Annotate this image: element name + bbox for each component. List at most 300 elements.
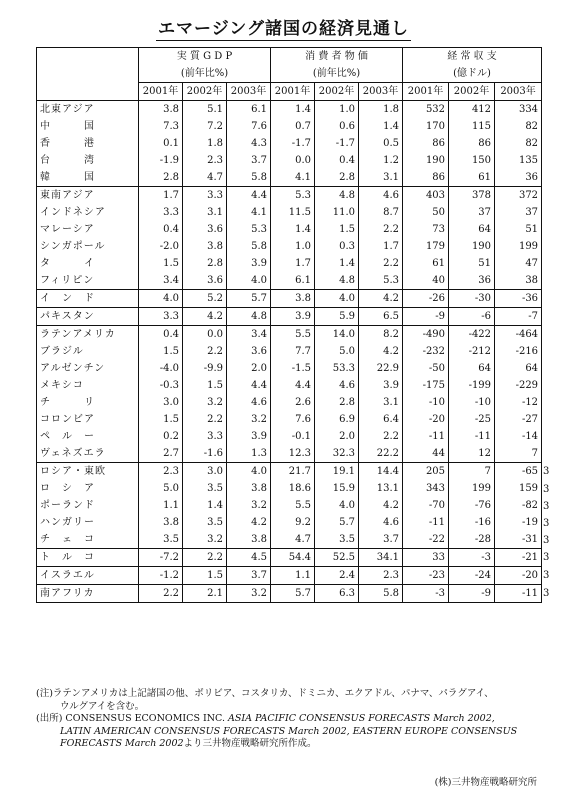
ca-value: -20 (403, 411, 449, 428)
gdp-value: 1.5 (139, 411, 183, 428)
gdp-value: 3.6 (183, 221, 227, 238)
gdp-value: 4.4 (227, 187, 271, 205)
cpi-value: 5.9 (315, 308, 359, 326)
cpi-value: 4.4 (271, 377, 315, 394)
source-title-3: FORECASTS March 2002 (60, 738, 184, 749)
cpi-value: 8.2 (359, 326, 403, 344)
year-ca-2002: 2002年 (449, 83, 495, 101)
ca-value: 37 (495, 204, 542, 221)
ca-value: -82 (495, 497, 542, 514)
table-row (37, 377, 542, 394)
ca-value: 50 (403, 204, 449, 221)
cpi-value: 2.2 (359, 428, 403, 445)
unit-cpi: (前年比%) (271, 65, 403, 83)
gdp-value: -4.0 (139, 360, 183, 377)
table-row (37, 480, 542, 497)
ca-value: 343 (403, 480, 449, 497)
gdp-value: 3.0 (183, 463, 227, 481)
gdp-value: -9.9 (183, 360, 227, 377)
cpi-value: 2.8 (315, 394, 359, 411)
ca-value: -11 (403, 428, 449, 445)
country-name: イスラエル (37, 567, 139, 585)
ca-value: -11 (403, 514, 449, 531)
table-row (37, 238, 542, 255)
header-gdp: 実 質 G D P (139, 48, 271, 66)
year-cpi-2003: 2003年 (359, 83, 403, 101)
ca-value: -36 (495, 290, 542, 308)
margin-mark: 3 (543, 518, 550, 529)
ca-value: 412 (449, 101, 495, 119)
table-row (37, 531, 542, 549)
margin-mark: 3 (543, 535, 550, 546)
cpi-value: 3.1 (359, 394, 403, 411)
gdp-value: 3.7 (227, 567, 271, 585)
cpi-value: 5.0 (315, 343, 359, 360)
cpi-value: 53.3 (315, 360, 359, 377)
cpi-value: 19.1 (315, 463, 359, 481)
ca-value: 170 (403, 118, 449, 135)
cpi-value: 5.8 (359, 585, 403, 603)
ca-value: 403 (403, 187, 449, 205)
gdp-value: 5.8 (227, 169, 271, 187)
country-name: 中 国 (37, 118, 139, 135)
country-name: ブラジル (37, 343, 139, 360)
gdp-value: 2.3 (139, 463, 183, 481)
cpi-value: 6.5 (359, 308, 403, 326)
gdp-value: -2.0 (139, 238, 183, 255)
gdp-value: 4.6 (227, 394, 271, 411)
ca-value: 51 (449, 255, 495, 272)
ca-value: 36 (495, 169, 542, 187)
cpi-value: 5.5 (271, 326, 315, 344)
cpi-value: 0.5 (359, 135, 403, 152)
unit-gdp: (前年比%) (139, 65, 271, 83)
gdp-value: 7.3 (139, 118, 183, 135)
cpi-value: -0.1 (271, 428, 315, 445)
gdp-value: 1.4 (183, 497, 227, 514)
margin-mark: 3 (543, 552, 550, 563)
table-row (37, 118, 542, 135)
year-gdp-2002: 2002年 (183, 83, 227, 101)
gdp-value: 1.5 (139, 255, 183, 272)
year-cpi-2002: 2002年 (315, 83, 359, 101)
ca-value: 86 (403, 135, 449, 152)
ca-value: 12 (449, 445, 495, 463)
cpi-value: 1.5 (315, 221, 359, 238)
table-row (37, 152, 542, 169)
cpi-value: 22.2 (359, 445, 403, 463)
cpi-value: 3.9 (271, 308, 315, 326)
cpi-value: 8.7 (359, 204, 403, 221)
ca-value: -422 (449, 326, 495, 344)
ca-value: 33 (403, 549, 449, 567)
ca-value: 159 (495, 480, 542, 497)
cpi-value: 15.9 (315, 480, 359, 497)
notes (36, 688, 546, 751)
gdp-value: 2.2 (183, 549, 227, 567)
ca-value: 64 (495, 360, 542, 377)
country-name: シンガポール (37, 238, 139, 255)
cpi-value: 4.8 (315, 272, 359, 290)
outlook-table (36, 47, 542, 603)
gdp-value: 2.7 (139, 445, 183, 463)
cpi-value: 3.1 (359, 169, 403, 187)
page-title (0, 14, 567, 39)
gdp-value: 2.8 (139, 169, 183, 187)
cpi-value: 0.0 (271, 152, 315, 169)
table-row (37, 169, 542, 187)
ca-value: -199 (449, 377, 495, 394)
gdp-value: 1.1 (139, 497, 183, 514)
cpi-value: 6.4 (359, 411, 403, 428)
ca-value: 199 (495, 238, 542, 255)
table-row (37, 272, 542, 290)
ca-value: -464 (495, 326, 542, 344)
gdp-value: 4.7 (183, 169, 227, 187)
ca-value: -23 (403, 567, 449, 585)
cpi-value: 5.3 (271, 187, 315, 205)
ca-value: 47 (495, 255, 542, 272)
gdp-value: 2.3 (183, 152, 227, 169)
year-gdp-2003: 2003年 (227, 83, 271, 101)
cpi-value: 14.4 (359, 463, 403, 481)
ca-value: -21 (495, 549, 542, 567)
ca-value: 86 (403, 169, 449, 187)
gdp-value: 4.0 (227, 463, 271, 481)
ca-value: -3 (449, 549, 495, 567)
margin-mark: 3 (543, 466, 550, 477)
gdp-value: 2.2 (183, 343, 227, 360)
ca-value: 334 (495, 101, 542, 119)
country-name: 香 港 (37, 135, 139, 152)
cpi-value: 1.4 (315, 255, 359, 272)
ca-value: -229 (495, 377, 542, 394)
table-row (37, 308, 542, 326)
ca-value: 61 (403, 255, 449, 272)
ca-value: 199 (449, 480, 495, 497)
gdp-value: 5.7 (227, 290, 271, 308)
source-title-2: LATIN AMERICAN CONSENSUS FORECASTS March 2002, EASTERN EUROPE CONSENSUS (60, 725, 518, 737)
gdp-value: 3.2 (227, 411, 271, 428)
cpi-value: 1.4 (359, 118, 403, 135)
country-name: 東南アジア (37, 187, 139, 205)
cpi-value: 2.8 (315, 169, 359, 187)
ca-value: -6 (449, 308, 495, 326)
gdp-value: -1.9 (139, 152, 183, 169)
table-row (37, 445, 542, 463)
gdp-value: 3.2 (183, 531, 227, 549)
cpi-value: 0.7 (271, 118, 315, 135)
table-row (37, 290, 542, 308)
gdp-value: 4.4 (227, 377, 271, 394)
cpi-value: 0.4 (315, 152, 359, 169)
cpi-value: 4.2 (359, 290, 403, 308)
margin-mark: 3 (543, 588, 550, 599)
country-name: メキシコ (37, 377, 139, 394)
gdp-value: 3.5 (183, 514, 227, 531)
gdp-value: 3.8 (139, 514, 183, 531)
cpi-value: 32.3 (315, 445, 359, 463)
ca-value: 37 (449, 204, 495, 221)
cpi-value: 1.0 (271, 238, 315, 255)
table-row (37, 343, 542, 360)
ca-value: -30 (449, 290, 495, 308)
ca-value: -50 (403, 360, 449, 377)
ca-value: 378 (449, 187, 495, 205)
ca-value: -22 (403, 531, 449, 549)
cpi-value: 5.7 (315, 514, 359, 531)
cpi-value: 52.5 (315, 549, 359, 567)
ca-value: -26 (403, 290, 449, 308)
ca-value: 372 (495, 187, 542, 205)
cpi-value: 1.7 (271, 255, 315, 272)
ca-value: 82 (495, 135, 542, 152)
ca-value: 36 (449, 272, 495, 290)
cpi-value: 5.3 (359, 272, 403, 290)
gdp-value: 0.1 (139, 135, 183, 152)
country-name: 北東アジア (37, 101, 139, 119)
country-name: ハンガリー (37, 514, 139, 531)
cpi-value: 11.5 (271, 204, 315, 221)
gdp-value: 4.1 (227, 204, 271, 221)
gdp-value: 3.9 (227, 428, 271, 445)
cpi-value: 2.4 (315, 567, 359, 585)
gdp-value: 5.0 (139, 480, 183, 497)
table-row (37, 567, 542, 585)
gdp-value: 3.8 (227, 531, 271, 549)
country-name: パキスタン (37, 308, 139, 326)
gdp-value: 5.8 (227, 238, 271, 255)
cpi-value: 0.6 (315, 118, 359, 135)
gdp-value: 3.2 (227, 497, 271, 514)
gdp-value: -0.3 (139, 377, 183, 394)
cpi-value: 12.3 (271, 445, 315, 463)
cpi-value: 18.6 (271, 480, 315, 497)
gdp-value: 3.2 (227, 585, 271, 603)
table-row (37, 221, 542, 238)
ca-value: -11 (449, 428, 495, 445)
cpi-value: 1.2 (359, 152, 403, 169)
ca-value: -3 (403, 585, 449, 603)
country-name: フィリピン (37, 272, 139, 290)
ca-value: -25 (449, 411, 495, 428)
cpi-value: 1.4 (271, 101, 315, 119)
cpi-value: 4.6 (359, 514, 403, 531)
gdp-value: 5.3 (227, 221, 271, 238)
gdp-value: 3.3 (139, 308, 183, 326)
cpi-value: 3.8 (271, 290, 315, 308)
year-ca-2001: 2001年 (403, 83, 449, 101)
gdp-value: 0.4 (139, 326, 183, 344)
ca-value: 135 (495, 152, 542, 169)
gdp-value: 2.1 (183, 585, 227, 603)
ca-value: -65 (495, 463, 542, 481)
ca-value: -10 (403, 394, 449, 411)
table-row (37, 255, 542, 272)
country-name: ロシア・東欧 (37, 463, 139, 481)
source-prefix: (出所) CONSENSUS ECONOMICS INC. (36, 713, 229, 724)
country-name: ラテンアメリカ (37, 326, 139, 344)
cpi-value: 2.2 (359, 255, 403, 272)
gdp-value: 4.0 (139, 290, 183, 308)
note-line-2: ウルグアイを含む。 (60, 700, 145, 712)
gdp-value: 2.2 (139, 585, 183, 603)
gdp-value: 1.5 (139, 343, 183, 360)
year-cpi-2001: 2001年 (271, 83, 315, 101)
ca-value: -19 (495, 514, 542, 531)
cpi-value: 2.2 (359, 221, 403, 238)
gdp-value: 3.8 (227, 480, 271, 497)
gdp-value: 3.1 (183, 204, 227, 221)
cpi-value: 1.4 (271, 221, 315, 238)
cpi-value: 3.7 (359, 531, 403, 549)
cpi-value: 1.0 (315, 101, 359, 119)
margin-mark: 3 (543, 570, 550, 581)
gdp-value: 3.3 (183, 428, 227, 445)
cpi-value: 4.6 (315, 377, 359, 394)
gdp-value: 3.0 (139, 394, 183, 411)
table-row (37, 428, 542, 445)
gdp-value: 5.1 (183, 101, 227, 119)
ca-value: 190 (403, 152, 449, 169)
ca-value: -16 (449, 514, 495, 531)
table-row (37, 514, 542, 531)
gdp-value: 4.2 (227, 514, 271, 531)
gdp-value: -1.2 (139, 567, 183, 585)
table-row (37, 204, 542, 221)
gdp-value: 3.4 (139, 272, 183, 290)
cpi-value: 4.7 (271, 531, 315, 549)
ca-value: 73 (403, 221, 449, 238)
cpi-value: 22.9 (359, 360, 403, 377)
ca-value: -11 (495, 585, 542, 603)
table-row (37, 549, 542, 567)
cpi-value: 1.8 (359, 101, 403, 119)
ca-value: -76 (449, 497, 495, 514)
ca-value: 64 (449, 221, 495, 238)
gdp-value: 2.2 (183, 411, 227, 428)
ca-value: 205 (403, 463, 449, 481)
country-name: 台 湾 (37, 152, 139, 169)
ca-value: 532 (403, 101, 449, 119)
table-row (37, 411, 542, 428)
gdp-value: 3.9 (227, 255, 271, 272)
cpi-value: 11.0 (315, 204, 359, 221)
gdp-value: 5.2 (183, 290, 227, 308)
cpi-value: 4.2 (359, 343, 403, 360)
cpi-value: -1.7 (315, 135, 359, 152)
cpi-value: 13.1 (359, 480, 403, 497)
country-name: ロ シ ア (37, 480, 139, 497)
ca-value: -28 (449, 531, 495, 549)
table-row (37, 360, 542, 377)
gdp-value: 3.6 (227, 343, 271, 360)
gdp-value: 3.7 (227, 152, 271, 169)
country-name: マレーシア (37, 221, 139, 238)
ca-value: -9 (403, 308, 449, 326)
ca-value: -212 (449, 343, 495, 360)
country-name: ト ル コ (37, 549, 139, 567)
gdp-value: 1.8 (183, 135, 227, 152)
cpi-value: 3.5 (315, 531, 359, 549)
cpi-value: -1.7 (271, 135, 315, 152)
gdp-value: 2.8 (183, 255, 227, 272)
ca-value: 179 (403, 238, 449, 255)
table-row (37, 101, 542, 119)
cpi-value: 1.1 (271, 567, 315, 585)
ca-value: -175 (403, 377, 449, 394)
cpi-value: 3.9 (359, 377, 403, 394)
ca-value: 190 (449, 238, 495, 255)
gdp-value: 3.8 (183, 238, 227, 255)
gdp-value: 4.0 (227, 272, 271, 290)
cpi-value: 34.1 (359, 549, 403, 567)
ca-value: 86 (449, 135, 495, 152)
gdp-value: 1.3 (227, 445, 271, 463)
gdp-value: 3.5 (183, 480, 227, 497)
ca-value: 115 (449, 118, 495, 135)
cpi-value: 4.6 (359, 187, 403, 205)
cpi-value: 6.3 (315, 585, 359, 603)
gdp-value: 1.5 (183, 377, 227, 394)
ca-value: -70 (403, 497, 449, 514)
ca-value: 38 (495, 272, 542, 290)
cpi-value: 7.7 (271, 343, 315, 360)
unit-current-account: (億ドル) (403, 65, 542, 83)
gdp-value: 0.4 (139, 221, 183, 238)
gdp-value: -7.2 (139, 549, 183, 567)
gdp-value: 4.8 (227, 308, 271, 326)
cpi-value: 4.0 (315, 290, 359, 308)
gdp-value: 4.2 (183, 308, 227, 326)
gdp-value: 3.8 (139, 101, 183, 119)
gdp-value: 3.2 (183, 394, 227, 411)
gdp-value: 3.3 (183, 187, 227, 205)
gdp-value: 3.3 (139, 204, 183, 221)
cpi-value: 6.1 (271, 272, 315, 290)
ca-value: -232 (403, 343, 449, 360)
table-row (37, 135, 542, 152)
gdp-value: 0.2 (139, 428, 183, 445)
country-name: 韓 国 (37, 169, 139, 187)
year-gdp-2001: 2001年 (139, 83, 183, 101)
source-title-1: ASIA PACIFIC CONSENSUS FORECASTS March 2002, (228, 713, 495, 724)
ca-value: 44 (403, 445, 449, 463)
footer-credit: (株)三井物産戦略研究所 (434, 777, 537, 788)
ca-value: 150 (449, 152, 495, 169)
country-name: タ イ (37, 255, 139, 272)
page-title-text: エマージング諸国の経済見通し (158, 19, 409, 39)
ca-value: -20 (495, 567, 542, 585)
cpi-value: 2.6 (271, 394, 315, 411)
country-name: コロンビア (37, 411, 139, 428)
header-cpi: 消 費 者 物 価 (271, 48, 403, 66)
margin-mark: 3 (543, 501, 550, 512)
gdp-value: 1.5 (183, 567, 227, 585)
year-ca-2003: 2003年 (495, 83, 542, 101)
header-group-row (37, 48, 542, 66)
source-suffix: より三井物産戦略研究所作成。 (183, 738, 317, 749)
country-name: アルゼンチン (37, 360, 139, 377)
cpi-value: 9.2 (271, 514, 315, 531)
country-name: チ リ (37, 394, 139, 411)
cpi-value: 21.7 (271, 463, 315, 481)
ca-value: -7 (495, 308, 542, 326)
cpi-value: 5.7 (271, 585, 315, 603)
gdp-value: 1.7 (139, 187, 183, 205)
ca-value: 7 (449, 463, 495, 481)
margin-mark: 3 (543, 484, 550, 495)
